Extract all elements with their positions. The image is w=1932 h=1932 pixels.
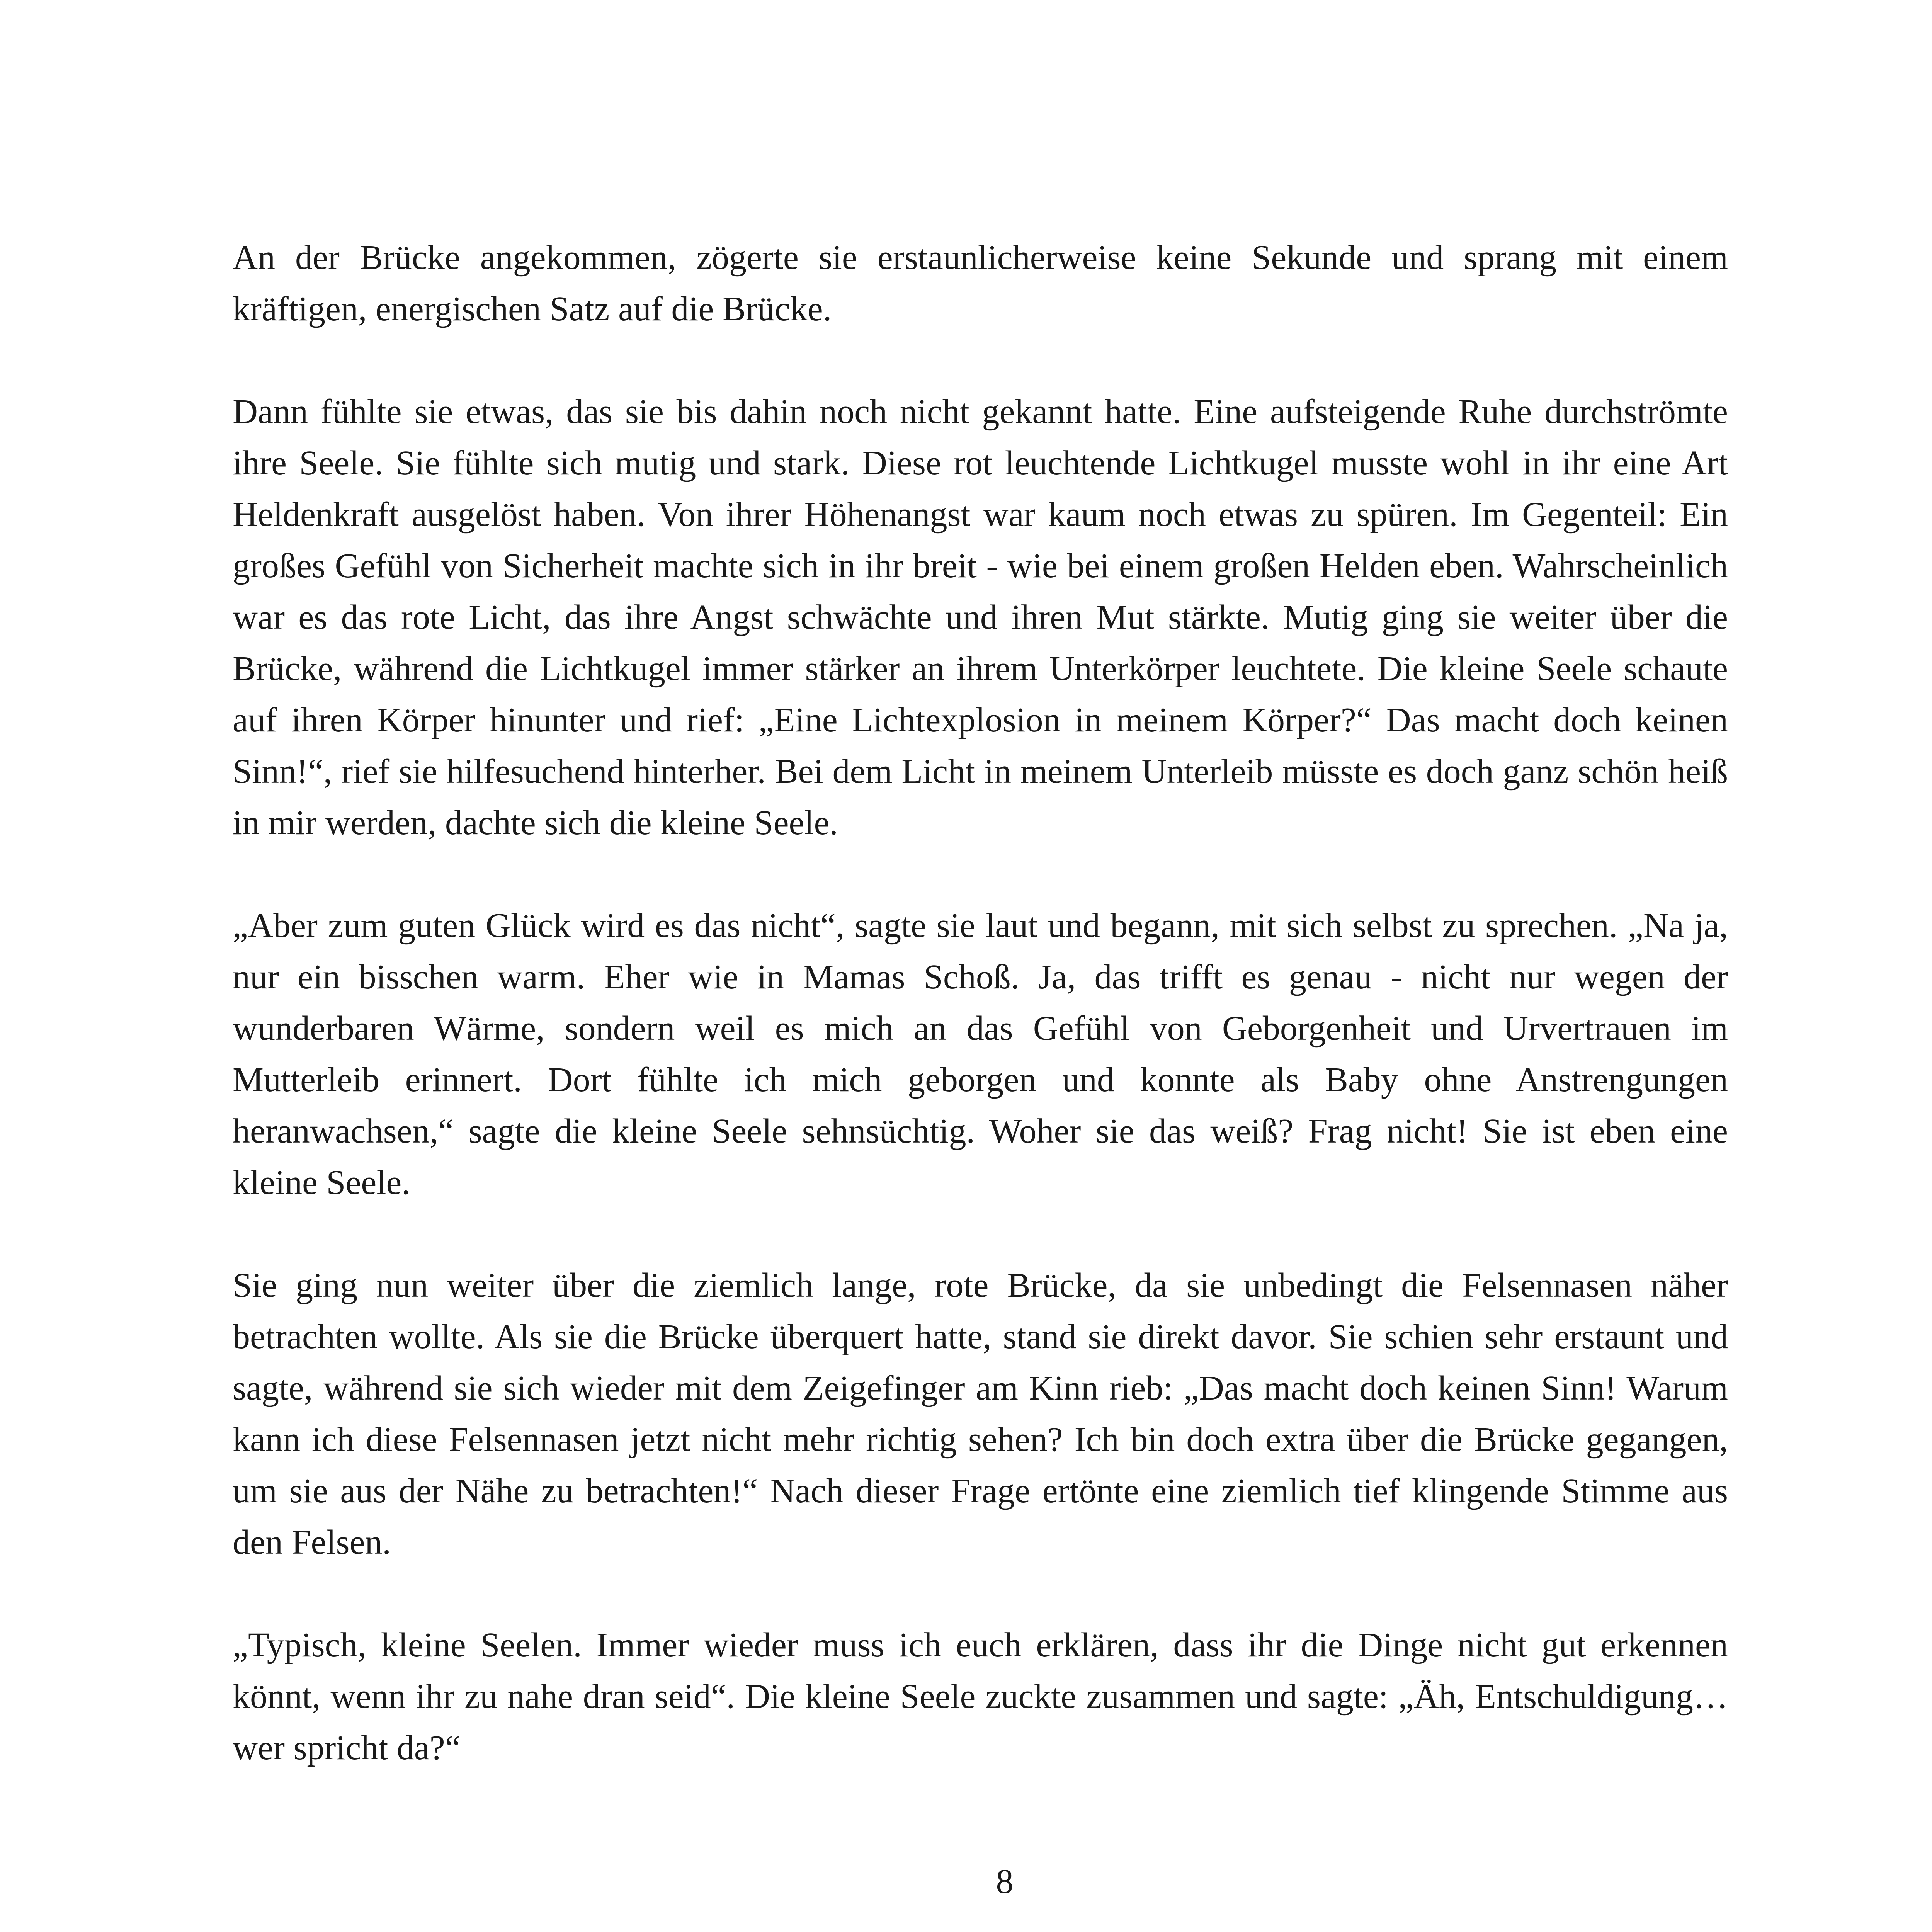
page-number: 8: [996, 1862, 1014, 1901]
paragraph-2: Dann fühlte sie etwas, das sie bis dahin noch nicht gekannt hatte. Eine aufsteigende Ruhe durchströmte ihre Seele. Sie fühlte sich mutig und stark. Diese rot leuchtende Lichtkugel musste wohl in ihr eine Art Heldenkraft ausgelöst haben. Von ihrer Höhenangst war kaum noch etwas zu spüren. Im Gegenteil: Ein großes Gefühl von Sicherheit machte sich in ihr breit - wie bei einem großen Helden eben. Wahrscheinlich war es das rote Licht, das ihre Angst schwächte und ihren Mut stärkte. Mutig ging sie weiter über die Brücke, während die Lichtkugel immer stärker an ihrem Unterkörper leuchtete. Die kleine Seele schaute auf ihren Körper hinunter und rief: „Eine Lichtexplosion in meinem Körper?“ Das macht doch keinen Sinn!“, rief sie hilfesuchend hinterher. Bei dem Licht in meinem Unterleib müsste es doch ganz schön heiß in mir werden, dachte sich die kleine Seele.: [233, 393, 1728, 842]
body-text: [233, 232, 1728, 1774]
paragraph-5: „Typisch, kleine Seelen. Immer wieder muss ich euch erklären, dass ihr die Dinge nicht gut erkennen könnt, wenn ihr zu nahe dran seid“. Die kleine Seele zuckte zusammen und sagte: „Äh, Entschuldigung… wer spricht da?“: [233, 1626, 1728, 1767]
paragraph-3: „Aber zum guten Glück wird es das nicht“, sagte sie laut und begann, mit sich selbst zu sprechen. „Na ja, nur ein bisschen warm. Eher wie in Mamas Schoß. Ja, das trifft es genau - nicht nur wegen der wunderbaren Wärme, sondern weil es mich an das Gefühl von Geborgenheit und Urvertrauen im Mutterleib erinnert. Dort fühlte ich mich geborgen und konnte als Baby ohne Anstrengungen heranwachsen,“ sagte die kleine Seele sehnsüchtig. Woher sie das weiß? Frag nicht! Sie ist eben eine kleine Seele.: [233, 906, 1728, 1202]
paragraph-4: Sie ging nun weiter über die ziemlich lange, rote Brücke, da sie unbedingt die Felsennasen näher betrachten wollte. Als sie die Brücke überquert hatte, stand sie direkt davor. Sie schien sehr erstaunt und sagte, während sie sich wieder mit dem Zeigefinger am Kinn rieb: „Das macht doch keinen Sinn! Warum kann ich diese Felsennasen jetzt nicht mehr richtig sehen? Ich bin doch extra über die Brücke gegangen, um sie aus der Nähe zu betrachten!“ Nach dieser Frage ertönte eine ziemlich tief klingende Stimme aus den Felsen.: [233, 1266, 1728, 1561]
paragraph-1: An der Brücke angekommen, zögerte sie erstaunlicherweise keine Sekunde und sprang mit einem kräftigen, energischen Satz auf die Brücke.: [233, 238, 1728, 328]
